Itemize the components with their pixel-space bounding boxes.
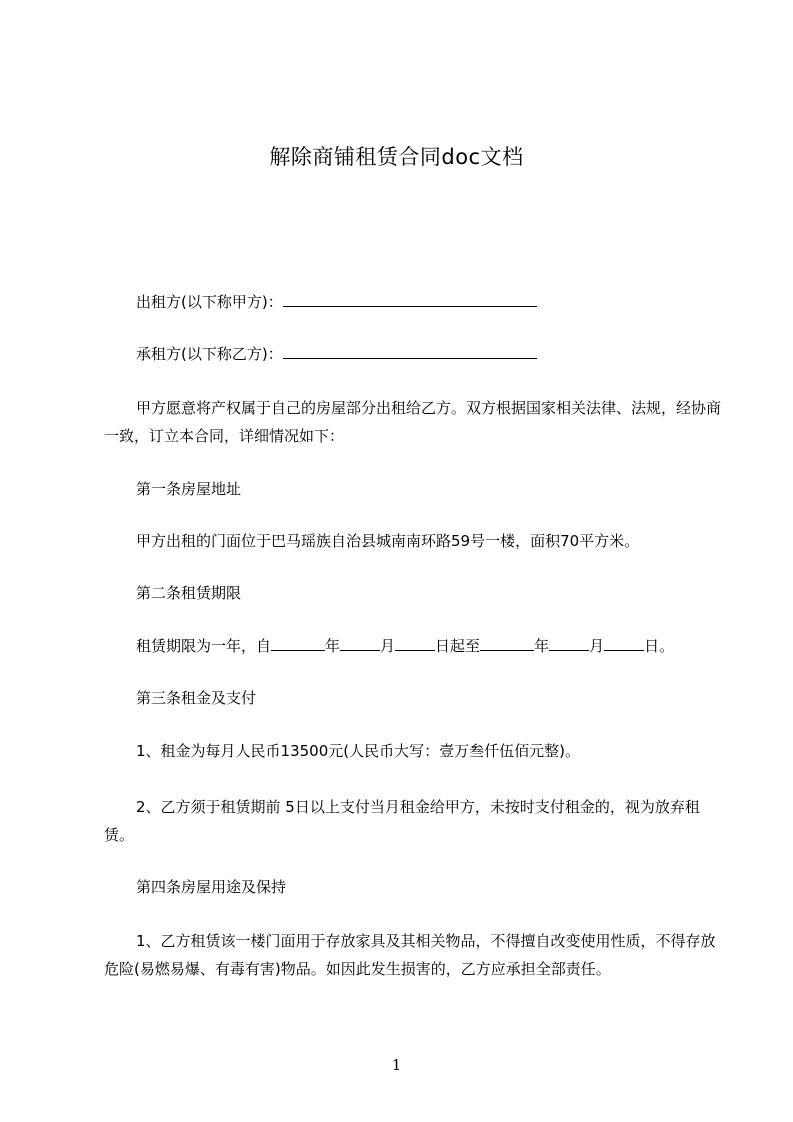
article4-title: 第四条房屋用途及保持 bbox=[136, 878, 287, 896]
start-month-blank[interactable] bbox=[340, 635, 380, 651]
article1-text: 甲方出租的门面位于巴马瑶族自治县城南南环路59号一楼，面积70平方米。 bbox=[136, 532, 640, 550]
lessee-line bbox=[136, 343, 537, 365]
lessor-blank[interactable] bbox=[283, 291, 537, 307]
start-year-label: 年 bbox=[325, 637, 341, 655]
lessor-line bbox=[136, 291, 537, 313]
end-day-blank[interactable] bbox=[604, 635, 644, 651]
end-year-label: 年 bbox=[534, 637, 550, 655]
page-number: 1 bbox=[391, 1056, 402, 1074]
article1-title: 第一条房屋地址 bbox=[136, 480, 242, 498]
intro-paragraph bbox=[104, 394, 724, 450]
end-year-blank[interactable] bbox=[480, 635, 534, 651]
end-month-label: 月 bbox=[589, 637, 605, 655]
intro-text: 甲方愿意将产权属于自己的房屋部分出租给乙方。双方根据国家相关法律、法规，经协商一致，订立本合同，详细情况如下： bbox=[104, 399, 722, 445]
start-day-label: 日起至 bbox=[435, 637, 481, 655]
article3-item2 bbox=[104, 793, 724, 849]
article3-title: 第三条租金及支付 bbox=[136, 689, 257, 707]
start-month-label: 月 bbox=[380, 637, 396, 655]
lessor-label: 出租方(以下称甲方)： bbox=[136, 293, 283, 311]
end-day-label: 日。 bbox=[644, 637, 675, 655]
article4-item1-text: 1、乙方租赁该一楼门面用于存放家具及其相关物品，不得擅自改变使用性质，不得存放危险(易燃易爆、有毒有害)物品。如因此发生损害的，乙方应承担全部责任。 bbox=[104, 932, 716, 978]
article3-item1: 1、租金为每月人民币13500元(人民币大写：壹万叁仟伍佰元整)。 bbox=[136, 742, 580, 760]
article3-item2-text: 2、乙方须于租赁期前 5日以上支付当月租金给甲方，未按时支付租金的，视为放弃租赁。 bbox=[104, 798, 700, 844]
article4-item1 bbox=[104, 927, 724, 983]
lessee-label: 承租方(以下称乙方)： bbox=[136, 345, 283, 363]
start-year-blank[interactable] bbox=[271, 635, 325, 651]
lessee-blank[interactable] bbox=[283, 343, 537, 359]
article2-title: 第二条租赁期限 bbox=[136, 584, 242, 602]
end-month-blank[interactable] bbox=[549, 635, 589, 651]
page-title: 解除商铺租赁合同doc文档 bbox=[269, 145, 524, 169]
start-day-blank[interactable] bbox=[395, 635, 435, 651]
article2-text bbox=[136, 635, 674, 657]
lease-term-prefix: 租赁期限为一年，自 bbox=[136, 637, 272, 655]
